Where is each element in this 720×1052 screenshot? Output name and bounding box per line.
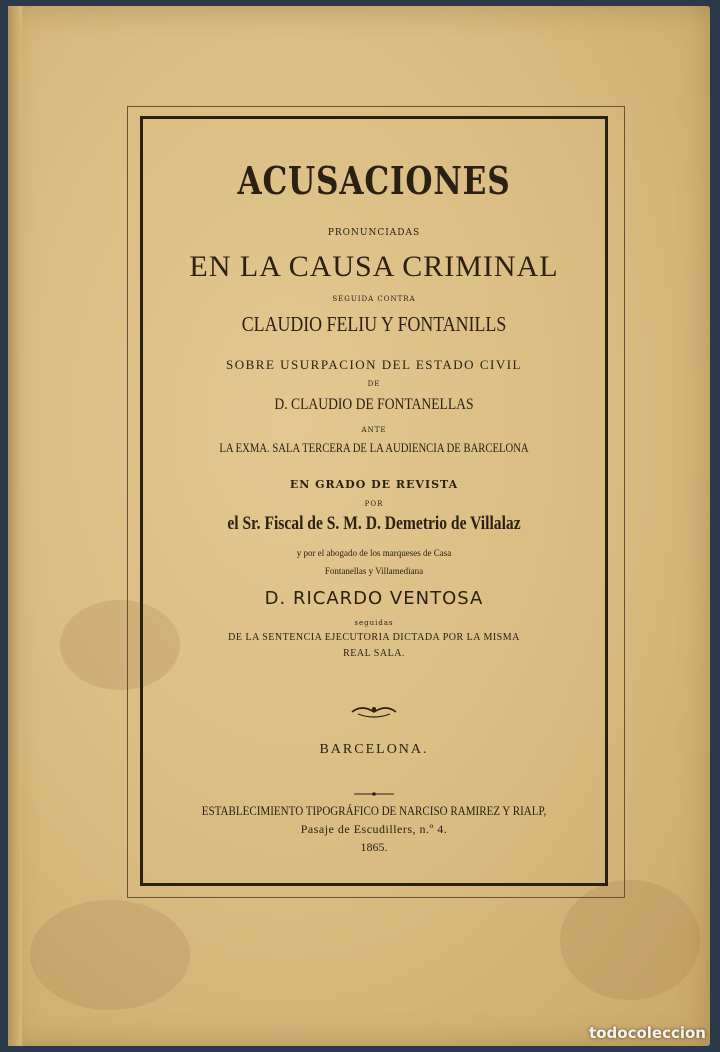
imprint-year: 1865. [360, 840, 388, 854]
line-de: DE [367, 380, 381, 388]
line-ventosa: D. RICARDO VENTOSA [264, 588, 484, 609]
ornament-icon [350, 700, 398, 720]
line-ante: ANTE [361, 426, 387, 434]
line-real-sala: REAL SALA. [343, 648, 405, 659]
line-marqueses: Fontanellas y Villamediana [324, 566, 424, 576]
line-causa-criminal: EN LA CAUSA CRIMINAL [189, 250, 559, 283]
watermark-logo: todocoleccion [589, 1024, 706, 1042]
imprint-address: Pasaje de Escudillers, n.º 4. [300, 822, 448, 836]
line-usurpacion: SOBRE USURPACION DEL ESTADO CIVIL [226, 357, 522, 372]
cover-title: ACUSACIONES [237, 158, 511, 203]
line-por: POR [364, 500, 384, 508]
imprint-establishment: ESTABLECIMIENTO TIPOGRÁFICO DE NARCISO RAMIREZ Y RIALP, [201, 803, 547, 818]
line-abogado: y por el abogado de los marqueses de Casa [296, 548, 452, 558]
line-sentencia: DE LA SENTENCIA EJECUTORIA DICTADA POR LA MISMA [228, 632, 520, 643]
line-fontanellas: D. CLAUDIO DE FONTANELLAS [274, 396, 474, 413]
line-revista: EN GRADO DE REVISTA [289, 478, 459, 491]
paper-stain [30, 900, 190, 1010]
divider-ornament-icon [352, 790, 396, 798]
line-seguidas: seguidas [354, 619, 394, 627]
paper-stain [560, 880, 700, 1000]
imprint-city: BARCELONA. [319, 742, 429, 757]
line-seguida: SEGUIDA CONTRA [332, 295, 416, 303]
line-claudio-feliu: CLAUDIO FELIU Y FONTANILLS [241, 312, 507, 336]
line-sala: LA EXMA. SALA TERCERA DE LA AUDIENCIA DE BARCELONA [219, 440, 529, 455]
spine-edge [8, 6, 22, 1046]
line-fiscal: el Sr. Fiscal de S. M. D. Demetrio de Villalaz [227, 513, 521, 534]
line-pronunciadas: PRONUNCIADAS [327, 228, 421, 238]
